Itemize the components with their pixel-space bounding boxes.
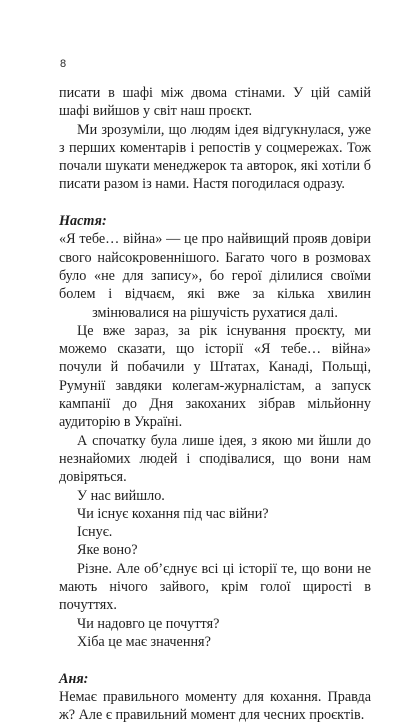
paragraph: Існує.: [77, 524, 113, 541]
paragraph: Чи існує кохання під час війни?: [77, 505, 269, 522]
paragraph: Немає правильного моменту для кохання. Правда ж? Але є правильний момент для чесних проєктів.: [59, 688, 371, 724]
speaker-heading-ania: Аня:: [59, 670, 89, 687]
body-text: [59, 84, 371, 724]
speaker-heading-nastia: Настя:: [59, 213, 107, 230]
paragraph: Чи надовго це почуття?: [77, 615, 220, 632]
paragraph: Ми зрозуміли, що людям ідея відгукнулася, уже з перших коментарів і репостів у соцмережах. Тож почали шукати менеджерок та авторок, які хотіли б писати разом із нами. Настя погодилася одразу.: [59, 121, 371, 193]
paragraph: Хіба це має значення?: [77, 633, 211, 650]
paragraph: Яке воно?: [77, 542, 138, 559]
section-gap: [59, 194, 371, 212]
paragraph: А спочатку була лише ідея, з якою ми йшли до незнайомих людей і сподівалися, що вони нам довіряться.: [59, 432, 371, 486]
section-gap: [59, 651, 371, 669]
paragraph: Це вже зараз, за рік існування проєкту, ми можемо сказати, що історії «Я тебе… війна» почули й побачили у Штатах, Канаді, Польщі, Румунії завдяки колегам-журналістам, а запуск кампанії до Дня закоханих зібрав мільйонну аудиторію в Україні.: [59, 322, 371, 431]
paragraph: «Я тебе… війна» — це про найвищий прояв довіри свого найсокровеннішого. Багато чого в розмовах було «не для запису», бо герої ділилися своїми болем і відчаєм, які вже за кілька хвилин змінювалися на рішучість рухатися далі.: [59, 231, 371, 321]
paragraph: писати в шафі між двома стінами. У цій самій шафі вийшов у світ наш проєкт.: [59, 85, 371, 120]
page-number: 8: [60, 58, 67, 70]
paragraph: У нас вийшло.: [77, 487, 165, 504]
paragraph: Різне. Але об’єднує всі ці історії те, що вони не мають нічого зайвого, крім голої щирості в почуттях.: [59, 560, 371, 614]
